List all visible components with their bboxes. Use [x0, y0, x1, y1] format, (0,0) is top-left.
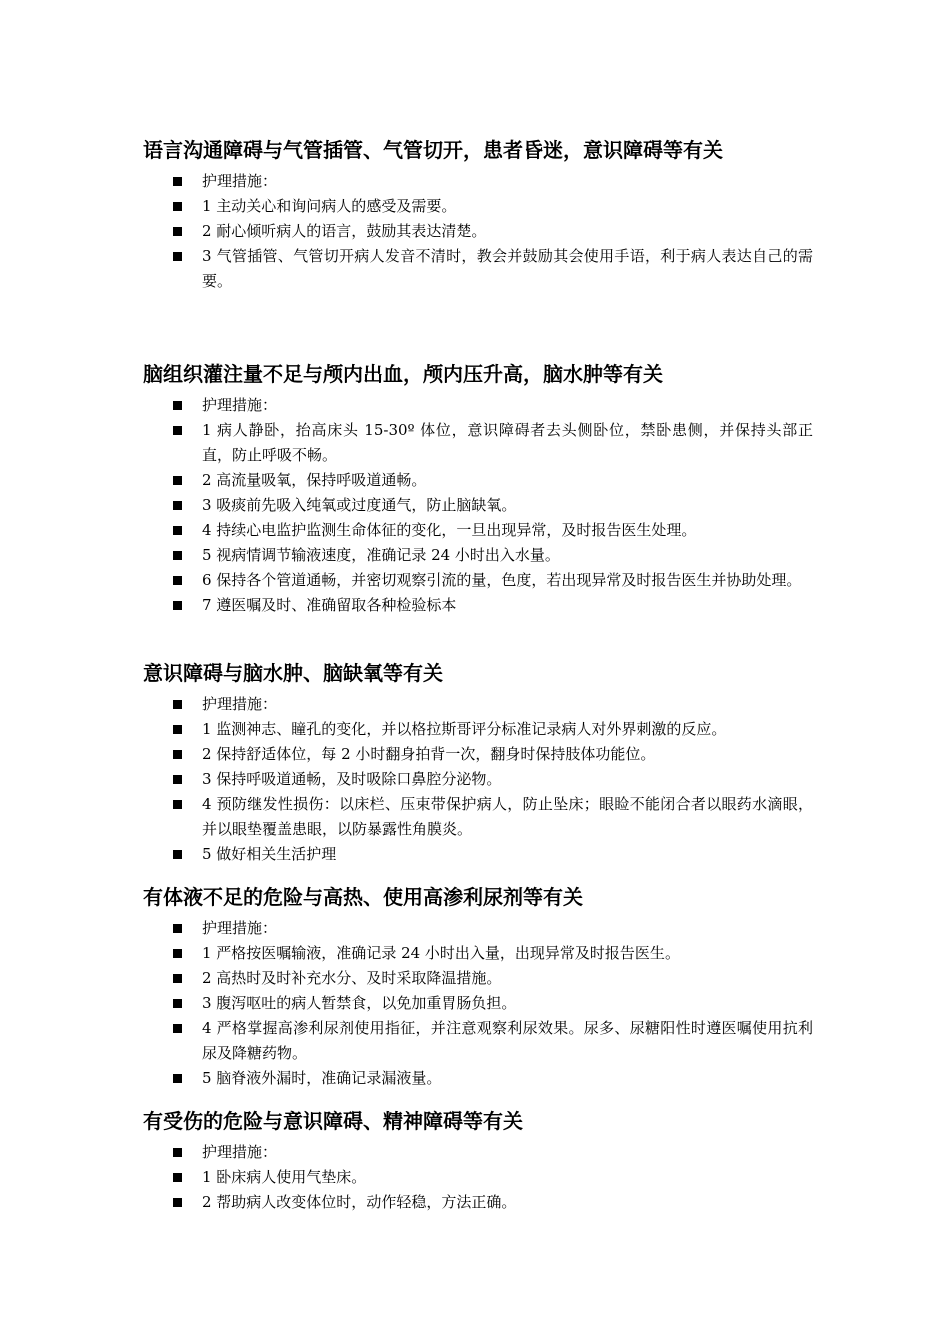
section-heading: 有受伤的危险与意识障碍、精神障碍等有关 [143, 1109, 523, 1133]
square-bullet-icon [173, 1074, 182, 1083]
square-bullet-icon [173, 177, 182, 186]
list-item-text: 2 耐心倾听病人的语言，鼓励其表达清楚。 [202, 222, 487, 240]
list-item-text: 5 视病情调节输液速度，准确记录 24 小时出入水量。 [202, 546, 560, 564]
list-item [143, 1066, 813, 1091]
list-item-text: 3 吸痰前先吸入纯氧或过度通气，防止脑缺氧。 [202, 496, 517, 514]
section-heading: 语言沟通障碍与气管插管、气管切开，患者昏迷，意识障碍等有关 [143, 138, 723, 162]
list-item-text: 2 高流量吸氧，保持呼吸道通畅。 [202, 471, 427, 489]
measure-list [143, 692, 813, 867]
list-item [143, 244, 813, 294]
section-heading: 意识障碍与脑水肿、脑缺氧等有关 [143, 661, 443, 685]
square-bullet-icon [173, 800, 182, 809]
section-communication [143, 137, 813, 294]
square-bullet-icon [173, 426, 182, 435]
square-bullet-icon [173, 252, 182, 261]
list-item [143, 219, 813, 244]
square-bullet-icon [173, 850, 182, 859]
list-item [143, 991, 813, 1016]
list-item [143, 418, 813, 468]
list-item [143, 468, 813, 493]
section-consciousness [143, 660, 813, 867]
square-bullet-icon [173, 725, 182, 734]
measure-list [143, 169, 813, 294]
measure-list [143, 393, 813, 618]
square-bullet-icon [173, 1198, 182, 1207]
list-item [143, 1016, 813, 1066]
list-item [143, 568, 813, 593]
list-item-text: 护理措施： [202, 695, 278, 713]
measure-list [143, 916, 813, 1091]
list-item-text: 1 监测神志、瞳孔的变化，并以格拉斯哥评分标准记录病人对外界刺激的反应。 [202, 720, 727, 738]
list-item-text: 3 气管插管、气管切开病人发音不清时，教会并鼓励其会使用手语，利于病人表达自己的需要。 [202, 247, 813, 290]
square-bullet-icon [173, 551, 182, 560]
list-item-text: 4 严格掌握高渗利尿剂使用指征，并注意观察利尿效果。尿多、尿糖阳性时遵医嘱使用抗利尿及降糖药物。 [202, 1019, 813, 1062]
square-bullet-icon [173, 999, 182, 1008]
list-item [143, 543, 813, 568]
square-bullet-icon [173, 924, 182, 933]
list-item [143, 1165, 813, 1190]
list-item-text: 1 卧床病人使用气垫床。 [202, 1168, 367, 1186]
square-bullet-icon [173, 476, 182, 485]
list-item-text: 2 保持舒适体位，每 2 小时翻身拍背一次，翻身时保持肢体功能位。 [202, 745, 656, 763]
list-item [143, 941, 813, 966]
measure-list [143, 1140, 813, 1215]
list-item-text: 护理措施： [202, 172, 278, 190]
list-item [143, 1190, 813, 1215]
square-bullet-icon [173, 750, 182, 759]
list-item-text: 7 遵医嘱及时、准确留取各种检验标本 [202, 596, 457, 614]
section-heading: 脑组织灌注量不足与颅内出血，颅内压升高，脑水肿等有关 [143, 362, 663, 386]
list-item [143, 593, 813, 618]
section-fluid-deficit [143, 884, 813, 1091]
list-item [143, 792, 813, 842]
square-bullet-icon [173, 601, 182, 610]
list-item [143, 916, 813, 941]
list-item [143, 742, 813, 767]
list-item-text: 6 保持各个管道通畅，并密切观察引流的量，色度，若出现异常及时报告医生并协助处理。 [202, 571, 802, 589]
list-item-text: 5 脑脊液外漏时，准确记录漏液量。 [202, 1069, 442, 1087]
list-item [143, 194, 813, 219]
list-item-text: 3 保持呼吸道通畅，及时吸除口鼻腔分泌物。 [202, 770, 502, 788]
list-item [143, 393, 813, 418]
square-bullet-icon [173, 576, 182, 585]
square-bullet-icon [173, 1024, 182, 1033]
square-bullet-icon [173, 202, 182, 211]
list-item-text: 1 主动关心和询问病人的感受及需要。 [202, 197, 457, 215]
list-item [143, 767, 813, 792]
list-item [143, 518, 813, 543]
square-bullet-icon [173, 526, 182, 535]
square-bullet-icon [173, 501, 182, 510]
list-item [143, 1140, 813, 1165]
list-item-text: 5 做好相关生活护理 [202, 845, 337, 863]
list-item-text: 2 高热时及时补充水分、及时采取降温措施。 [202, 969, 502, 987]
list-item-text: 2 帮助病人改变体位时，动作轻稳，方法正确。 [202, 1193, 517, 1211]
section-cerebral-perfusion [143, 361, 813, 618]
square-bullet-icon [173, 949, 182, 958]
section-heading: 有体液不足的危险与高热、使用高渗利尿剂等有关 [143, 885, 583, 909]
list-item [143, 842, 813, 867]
list-item-text: 1 病人静卧，抬高床头 15-30º 体位，意识障碍者去头侧卧位，禁卧患侧，并保持头部正直，防止呼吸不畅。 [202, 421, 813, 464]
list-item-text: 3 腹泻呕吐的病人暂禁食，以免加重胃肠负担。 [202, 994, 517, 1012]
list-item-text: 护理措施： [202, 396, 278, 414]
list-item [143, 692, 813, 717]
section-injury-risk [143, 1108, 813, 1215]
list-item [143, 169, 813, 194]
list-item [143, 493, 813, 518]
square-bullet-icon [173, 1173, 182, 1182]
square-bullet-icon [173, 1148, 182, 1157]
list-item-text: 护理措施： [202, 1143, 278, 1161]
square-bullet-icon [173, 775, 182, 784]
list-item-text: 4 预防继发性损伤：以床栏、压束带保护病人，防止坠床；眼睑不能闭合者以眼药水滴眼，并以眼垫覆盖患眼，以防暴露性角膜炎。 [202, 795, 813, 838]
square-bullet-icon [173, 700, 182, 709]
square-bullet-icon [173, 974, 182, 983]
square-bullet-icon [173, 227, 182, 236]
square-bullet-icon [173, 401, 182, 410]
list-item-text: 1 严格按医嘱输液，准确记录 24 小时出入量，出现异常及时报告医生。 [202, 944, 680, 962]
list-item-text: 护理措施： [202, 919, 278, 937]
list-item-text: 4 持续心电监护监测生命体征的变化，一旦出现异常，及时报告医生处理。 [202, 521, 697, 539]
list-item [143, 966, 813, 991]
list-item [143, 717, 813, 742]
